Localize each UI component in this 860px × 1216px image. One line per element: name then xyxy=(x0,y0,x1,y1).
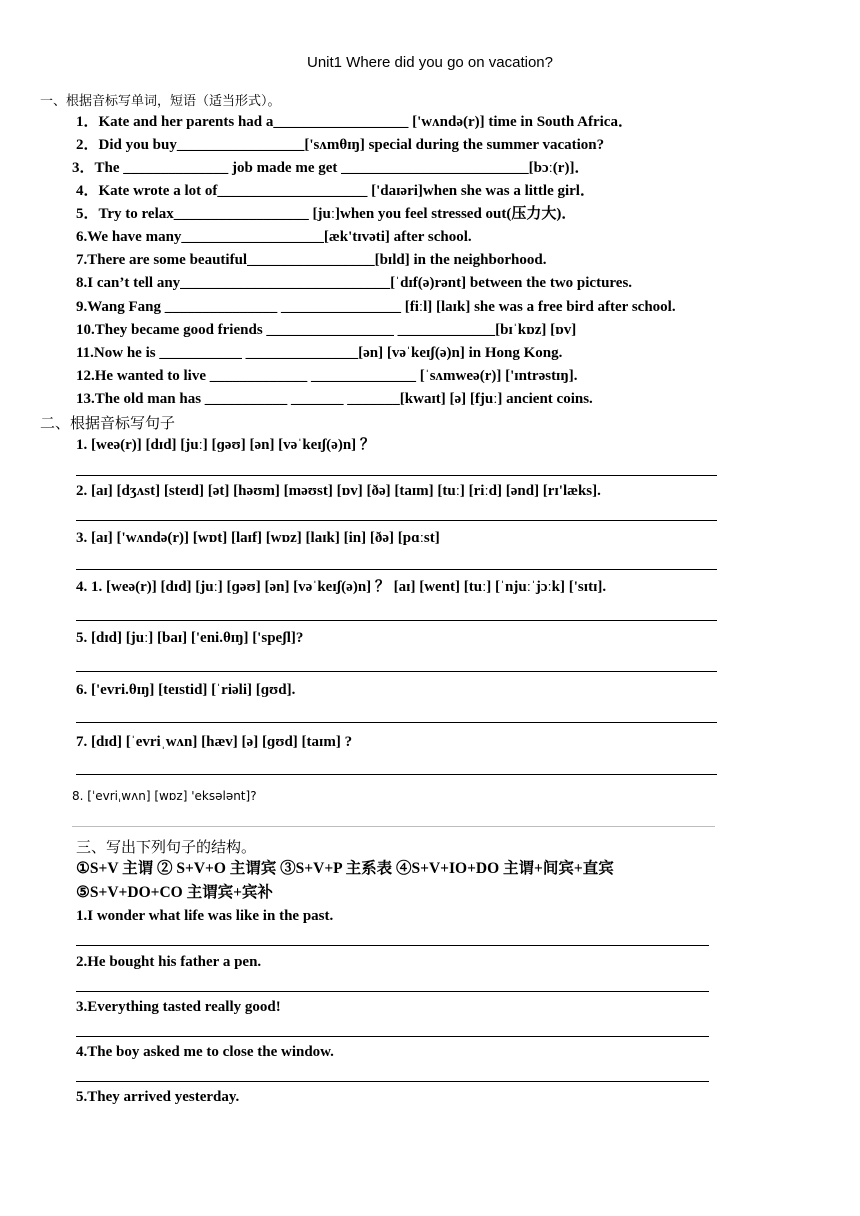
answer-line xyxy=(76,520,717,521)
s3-item-3: 3.Everything tasted really good! xyxy=(76,999,281,1015)
s1-item-8: 8.I can’t tell any____________________________[ˈdɪf(ə)rənt] between the two pictures. xyxy=(76,275,633,291)
sentence-structures-line1: ①S+V 主谓 ② S+V+O 主谓宾 ③S+V+P 主系表 ④S+V+IO+DO 主谓+间宾+直宾 xyxy=(76,860,614,877)
s2-item-4: 4. 1. [weə(r)] [dɪd] [juː] [ɡəʊ] [ən] [vəˈkeɪʃ(ə)n] ？ [aɪ] [went] [tuː] [ˈnjuːˈjɔːk] ['sɪtɪ]. xyxy=(76,579,607,595)
answer-line xyxy=(76,991,709,992)
s3-item-2: 2.He bought his father a pen. xyxy=(76,954,262,970)
s3-item-5: 5.They arrived yesterday. xyxy=(76,1089,240,1105)
section1-heading: 一、根据音标写单词，短语（适当形式）。 xyxy=(40,94,281,109)
answer-line xyxy=(72,826,715,827)
s1-item-9: 9.Wang Fang _______________ ________________ [fiːl] [laɪk] she was a free bird after school. xyxy=(76,299,676,315)
answer-line xyxy=(76,722,717,723)
answer-line xyxy=(76,1081,709,1082)
s1-item-2: 2．Did you buy_________________['sʌmθɪŋ] special during the summer vacation? xyxy=(76,137,605,153)
answer-line xyxy=(76,774,717,775)
answer-line xyxy=(76,569,717,570)
answer-line xyxy=(76,475,717,476)
s2-item-3: 3. [aɪ] ['wʌndə(r)] [wɒt] [laɪf] [wɒz] [laɪk] [in] [ðə] [pɑːst] xyxy=(76,530,440,546)
worksheet-title: Unit1 Where did you go on vacation? xyxy=(307,54,553,71)
s1-item-1: 1．Kate and her parents had a__________________ ['wʌndə(r)] time in South Africa． xyxy=(76,114,633,130)
s1-item-13: 13.The old man has ___________ _______ _______[kwaɪt] [ə] [fjuː] ancient coins. xyxy=(76,391,593,407)
s2-item-8: 8. [ˈevriˌwʌn] [wɒz] 'eksələnt]? xyxy=(72,789,257,803)
s2-item-1: 1. [weə(r)] [dɪd] [juː] [ɡəʊ] [ən] [vəˈkeɪʃ(ə)n] ？ xyxy=(76,437,375,453)
answer-line xyxy=(76,671,717,672)
s2-item-7: 7. [dɪd] [ˈevriˌwʌn] [hæv] [ə] [ɡʊd] [taɪm] ? xyxy=(76,734,353,750)
s1-item-11: 11.Now he is ___________ _______________[ən] [vəˈkeɪʃ(ə)n] in Hong Kong. xyxy=(76,345,563,361)
answer-line xyxy=(76,1036,709,1037)
s1-item-10: 10.They became good friends _________________ _____________[bɪˈkɒz] [ɒv] xyxy=(76,322,577,338)
s2-item-6: 6. ['evri.θɪŋ] [teɪstid] [ˈriəli] [ɡʊd]. xyxy=(76,682,296,698)
s3-item-4: 4.The boy asked me to close the window. xyxy=(76,1044,334,1060)
s1-item-5: 5．Try to relax__________________ [juː]when you feel stressed out(压力大)． xyxy=(76,206,577,222)
s2-item-2: 2. [aɪ] [dʒʌst] [steɪd] [ət] [həʊm] [məʊst] [ɒv] [ðə] [taɪm] [tuː] [riːd] [ənd] [rɪ'læks]. xyxy=(76,483,601,499)
answer-line xyxy=(76,945,709,946)
s1-item-6: 6.We have many___________________[æk'tɪvəti] after school. xyxy=(76,229,472,245)
s1-item-12: 12.He wanted to live _____________ ______________ [ˈsʌmweə(r)] ['ɪntrəstɪŋ]. xyxy=(76,368,578,384)
section2-heading: 二、根据音标写句子 xyxy=(40,414,176,432)
sentence-structures-line2: ⑤S+V+DO+CO 主谓宾+宾补 xyxy=(76,884,273,901)
s1-item-4: 4．Kate wrote a lot of____________________ ['daɪəri]when she was a little girl． xyxy=(76,183,595,199)
s1-item-7: 7.There are some beautiful_________________[bɪld] in the neighborhood. xyxy=(76,252,547,268)
section3-heading: 三、写出下列句子的结构。 xyxy=(76,838,257,856)
s3-item-1: 1.I wonder what life was like in the past. xyxy=(76,908,334,924)
s1-item-3: 3．The ______________ job made me get _________________________[bɔː(r)]． xyxy=(72,160,590,176)
s2-item-5: 5. [dɪd] [juː] [baɪ] ['eni.θɪŋ] ['speʃl]? xyxy=(76,630,304,646)
answer-line xyxy=(76,620,717,621)
